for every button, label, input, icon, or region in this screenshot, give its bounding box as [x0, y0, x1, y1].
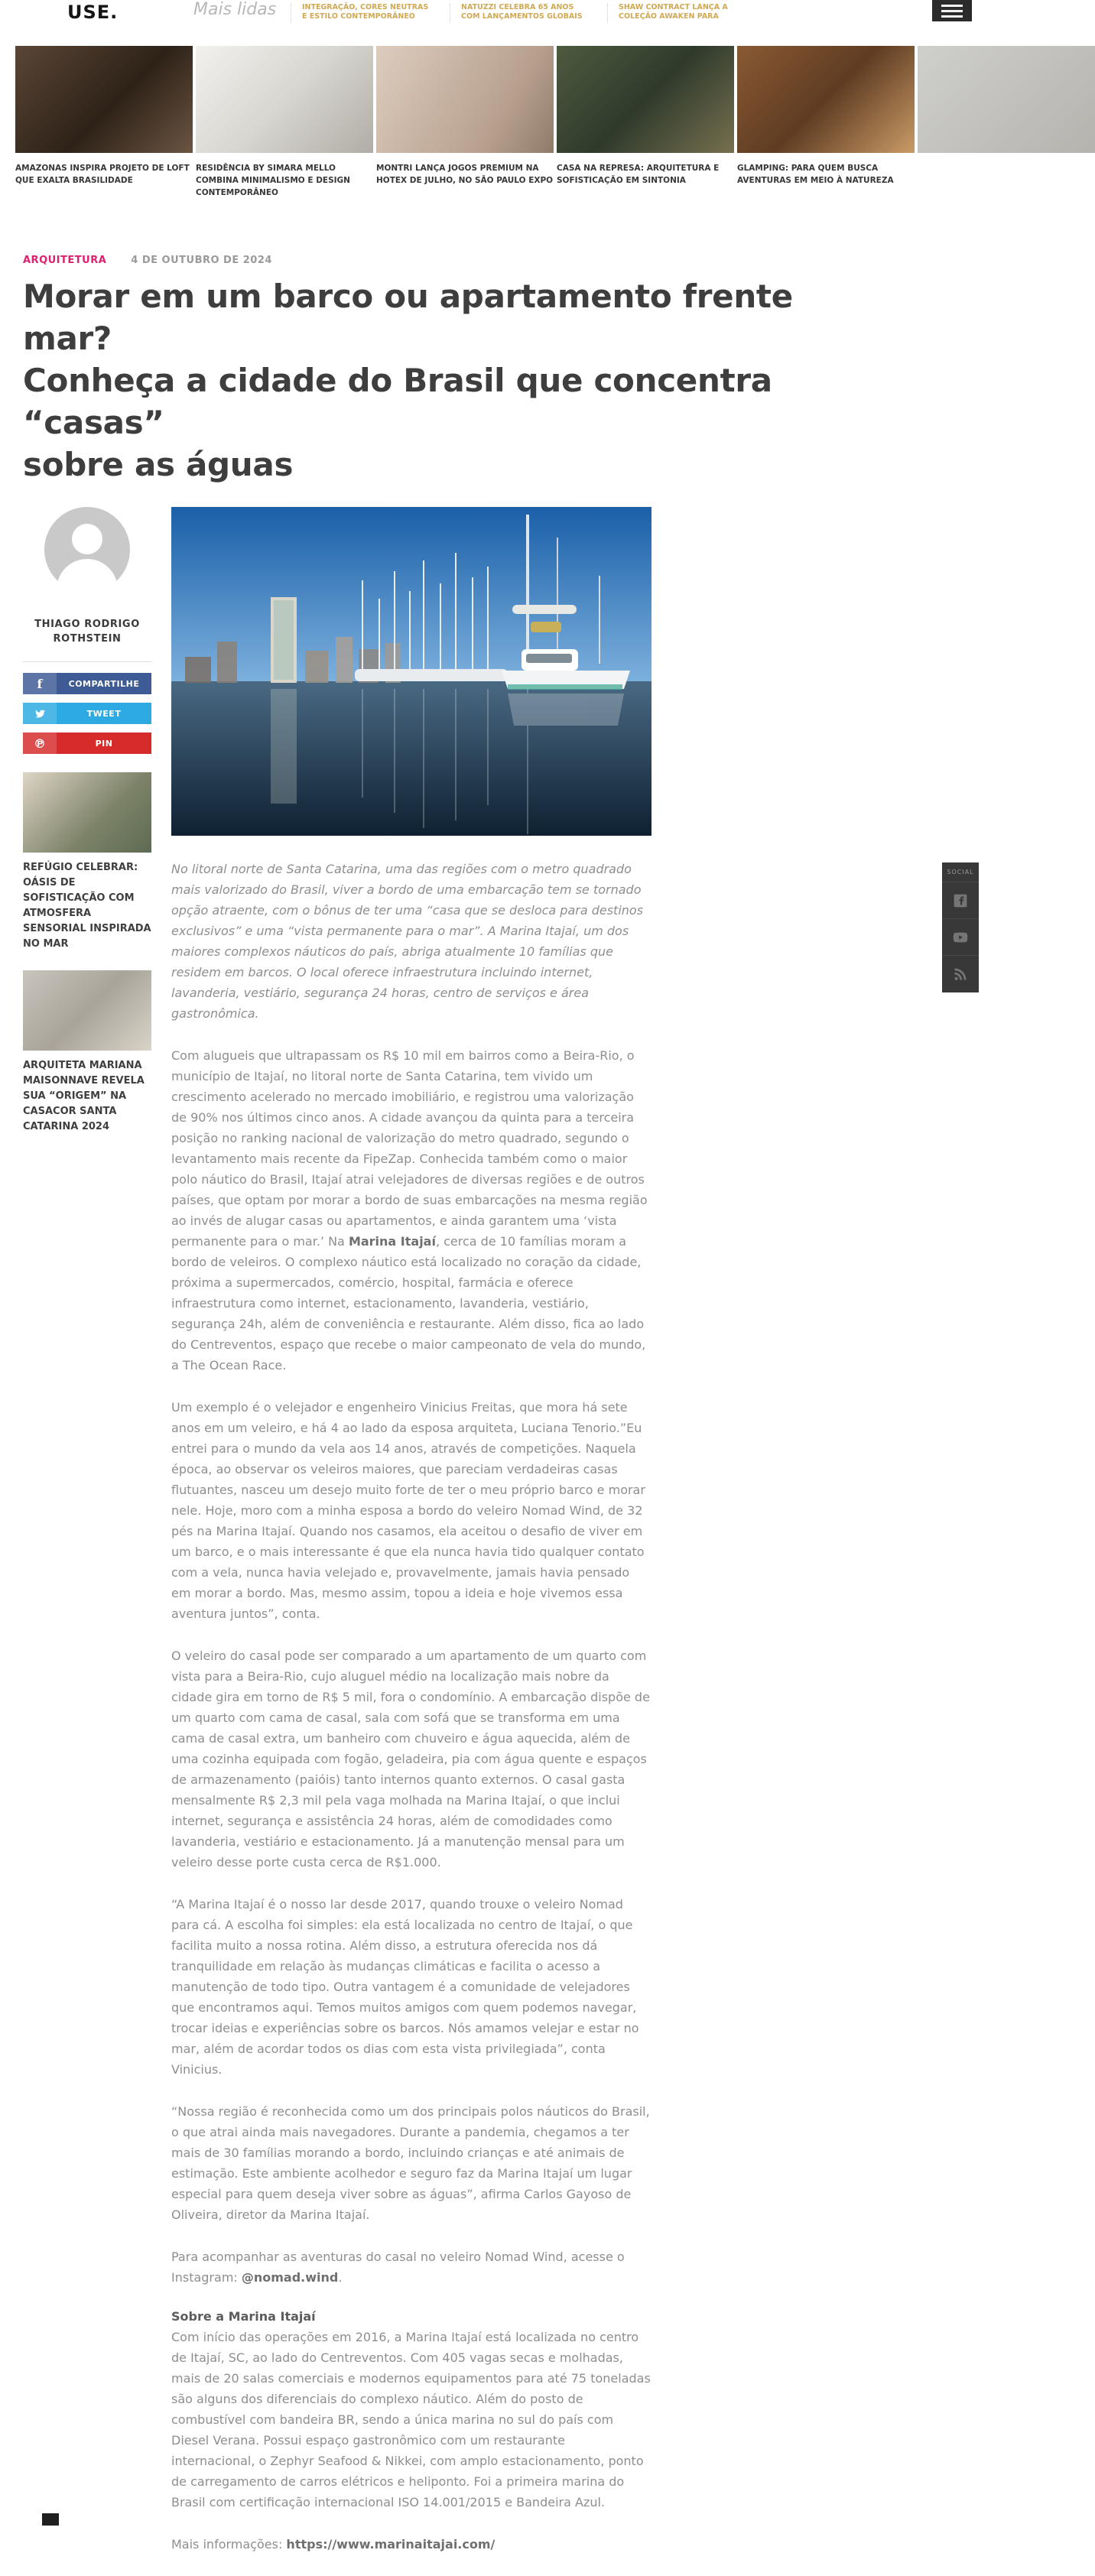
top-article-image — [737, 46, 915, 153]
title-line: sobre as águas — [23, 446, 294, 483]
category-link[interactable]: ARQUITETURA — [23, 255, 107, 266]
top-article-image — [376, 46, 554, 153]
page-title — [23, 275, 872, 486]
top-article-image — [15, 46, 193, 153]
share-twitter-button[interactable] — [23, 703, 151, 724]
top-article-title[interactable]: AMAZONAS INSPIRA PROJETO DE LOFT QUE EXALTA BRASILIDADE — [15, 164, 190, 185]
divider — [23, 661, 151, 662]
paragraph: Com alugueis que ultrapassam os R$ 10 mil em bairros como a Beira-Rio, o município de Itajaí, no litoral norte de Santa Catarina, tem vivido um crescimento acelerado no mercado imobiliário, e registrou uma valorização de 90% nos últimos cinco anos. A cidade avançou da quinta para a terceira posição no ranking nacional de valorização do metro quadrado, segundo o levantamento mais recente da FipeZap. Conhecida também como o maior polo náutico do Brasil, Itajaí atrai velejadores de diversas regiões e de outros países, que optam por morar a bordo de suas embarcações na mesma região ao invés de alugar casas ou apartamentos, e ainda garantem uma ‘vista permanente para o mar.’ Na Marina Itajaí, cerca de 10 famílias moram a bordo de veleiros. O complexo náutico está localizado no coração da cidade, próxima a supermercados, comércio, hospital, farmácia e oferece infraestrutura como internet, estacionamento, lavanderia, vestiário, segurança 24h, além de conveniência e restaurante. Além disso, fica ao lado do Centreventos, espaço que recebe o maior campeonato de vela do mundo, a The Ocean Race. — [171, 1048, 648, 1372]
share-label: TWEET — [86, 708, 122, 719]
social-rail-label: SOCIAL — [942, 862, 979, 882]
top-article-title[interactable]: RESIDÊNCIA BY SIMARA MELLO COMBINA MINIMALISMO E DESIGN CONTEMPORÂNEO — [196, 164, 350, 197]
top-bar — [0, 0, 979, 24]
trending-link-3[interactable]: SHAW CONTRACT LANÇA A COLEÇÃO AWAKEN PARA — [607, 3, 749, 23]
top-article-card[interactable] — [737, 46, 915, 199]
top-article-card[interactable] — [376, 46, 554, 199]
instagram-paragraph: Para acompanhar as aventuras do casal no veleiro Nomad Wind, acesse o Instagram: @nomad.wind. — [171, 2250, 625, 2285]
rss-icon[interactable] — [942, 956, 979, 992]
paragraph: “Nossa região é reconhecida como um dos principais polos náuticos do Brasil, o que atrai ainda mais navegadores. Durante a pandemia, chegamos a ter mais de 30 famílias morando a bordo, incluindo crianças e até animais de estimação. Este ambiente acolhedor e seguro faz da Marina Itajaí um lugar especial para quem deseja viver sobre as águas”, afirma Carlos Gayoso de Oliveira, diretor da Marina Itajaí. — [171, 2104, 650, 2222]
site-logo[interactable]: USE. — [67, 2, 119, 23]
menu-hamburger-icon[interactable] — [932, 0, 972, 21]
related-article-card[interactable] — [23, 970, 151, 1135]
article-body — [171, 507, 651, 2576]
related-article-card[interactable] — [23, 772, 151, 952]
related-article-title[interactable]: REFÚGIO CELEBRAR: OÁSIS DE SOFISTICAÇÃO COM ATMOSFERA SENSORIAL INSPIRADA NO MAR — [23, 862, 151, 950]
related-article-image — [23, 970, 151, 1051]
share-pinterest-button[interactable] — [23, 733, 151, 754]
about-paragraph: Com início das operações em 2016, a Marina Itajaí está localizada no centro de Itajaí, SC, ao lado do Centreventos. Com 405 vagas secas e molhadas, mais de 20 salas comerciais e modernos equipamentos para até 75 toneladas são alguns dos diferenciais do complexo náutico. Além do posto de combustível com bandeira BR, sendo a única marina no sul do país com Diesel Verana. Possui espaço gastronômico com um restaurante internacional, o Zephyr Seafood & Nikkei, com amplo estacionamento, ponto de carregamento de carros elétricos e heliponto. Foi a primeira marina do Brasil com certificação internacional ISO 14.001/2015 e Bandeira Azul. — [171, 2330, 651, 2509]
top-articles-strip — [15, 46, 1095, 199]
share-label: COMPARTILHE — [68, 678, 140, 689]
share-facebook-button[interactable] — [23, 673, 151, 694]
paragraph: Um exemplo é o velejador e engenheiro Vinicius Freitas, que mora há sete anos em um veleiro, e há 4 ao lado da esposa arquiteta, Luciana Tenorio.”Eu entrei para o mundo da vela aos 14 anos, através de competições. Naquela época, ao observar os veleiros maiores, que pareciam verdadeiras casas flutuantes, nasceu um desejo muito forte de ter o meu próprio barco e morar nele. Hoje, moro com a minha esposa a bordo do veleiro Nomad Wind, de 32 pés na Marina Itajaí. Quando nos casamos, ela aceitou o desafio de viver em um barco, e o mais interessante é que ela nunca havia tido qualquer contato com a vela, nunca havia velejado e, provavelmente, jamais havia pensado em morar a bordo. Mas, mesmo assim, topou a ideia e hoje vivemos essa aventura juntos”, conta. — [171, 1400, 645, 1621]
top-article-card[interactable] — [196, 46, 373, 199]
social-rail — [942, 862, 979, 992]
top-article-title[interactable]: MONTRI LANÇA JOGOS PREMIUM NA HOTEX DE JULHO, NO SÃO PAULO EXPO — [376, 164, 554, 185]
pinterest-icon: ℗ — [23, 733, 57, 754]
about-heading: Sobre a Marina Itajaí — [171, 2309, 316, 2324]
youtube-icon[interactable] — [942, 919, 979, 956]
top-article-title[interactable]: GLAMPING: PARA QUEM BUSCA AVENTURAS EM MEIO À NATUREZA — [737, 164, 894, 185]
trending-link-2[interactable]: NATUZZI CELEBRA 65 ANOS COM LANÇAMENTOS GLOBAIS — [450, 3, 592, 23]
twitter-icon — [23, 703, 57, 724]
trending-link-1[interactable]: INTEGRAÇÃO, CORES NEUTRAS E ESTILO CONTEMPORÂNEO — [291, 3, 433, 23]
lead-paragraph: No litoral norte de Santa Catarina, uma das regiões com o metro quadrado mais valorizado do Brasil, viver a bordo de uma embarcação tem se tornado opção atraente, com o bônus de ter uma “casa que se desloca para destinos exclusivos” e uma “vista permanente para o mar”. A Marina Itajaí, um dos maiores complexos náuticos do país, abriga atualmente 10 famílias que residem em barcos. O local oferece infraestrutura incluindo internet, lavanderia, vestiário, segurança 24 horas, centro de serviços e área gastronômica. — [171, 862, 644, 1021]
author-avatar — [44, 507, 130, 593]
article-text — [171, 859, 651, 2555]
hero-marina-photo — [171, 507, 651, 836]
top-article-image — [918, 46, 1095, 153]
top-article-title[interactable]: CASA NA REPRESA: ARQUITETURA E SOFISTICAÇÃO EM SINTONIA — [557, 164, 720, 185]
title-line: Morar em um barco ou apartamento frente mar? — [23, 278, 793, 357]
paragraph: “A Marina Itajaí é o nosso lar desde 2017, quando trouxe o veleiro Nomad para cá. A escolha foi simples: ela está localizada no centro de Itajaí, o que facilita muito a nossa rotina. Além disso, a estrutura oferecida nos dá tranquilidade em relação às mudanças climáticas e facilita o acesso a manutenção de todo tipo. Outra vantagem é a comunidade de velejadores que encontramos aqui. Temos muitos amigos com quem podemos navegar, trocar ideias e experiências sobre os barcos. Nós amamos velejar e estar no mar, além de acordar todos os dias com esta vista privilegiada”, conta Vinicius. — [171, 1897, 639, 2077]
content-row — [0, 507, 979, 2576]
publish-date: 4 DE OUTUBRO DE 2024 — [131, 255, 272, 266]
top-article-card[interactable] — [15, 46, 193, 199]
title-line: Conheça a cidade do Brasil que concentra “casas” — [23, 362, 772, 441]
facebook-icon: f — [23, 673, 57, 694]
author-name: THIAGO RODRIGO ROTHSTEIN — [34, 619, 140, 645]
floating-button-partial[interactable] — [42, 2513, 59, 2526]
top-article-card-clipped[interactable] — [918, 46, 1095, 199]
related-article-title[interactable]: ARQUITETA MARIANA MAISONNAVE REVELA SUA “ORIGEM” NA CASACOR SANTA CATARINA 2024 — [23, 1060, 145, 1132]
facebook-icon[interactable] — [942, 882, 979, 919]
more-info-line[interactable]: Mais informações: https://www.marinaitajai.com/ — [171, 2537, 496, 2552]
top-article-image — [557, 46, 734, 153]
paragraph: O veleiro do casal pode ser comparado a um apartamento de um quarto com vista para a Beira-Rio, cujo aluguel médio na localização mais nobre da cidade gira em torno de R$ 5 mil, fora o condomínio. A embarcação dispõe de um quarto com cama de casal, sala com sofá que se transforma em uma cama de casal extra, um banheiro com chuveiro e água aquecida, além de uma cozinha equipada com fogão, geladeira, pia com água quente e espaços de armazenamento (paióis) tanto internos quanto externos. O casal gasta mensalmente R$ 2,3 mil pela vaga molhada na Marina Itajaí, o que inclui internet, segurança e assistência 24 horas, além de comodidades como lavanderia, vestiário e estacionamento. Já a manutenção mensal para um veleiro desse porte custa cerca de R$1.000. — [171, 1649, 650, 1869]
sidebar — [23, 507, 151, 2576]
top-article-card[interactable] — [557, 46, 734, 199]
related-article-image — [23, 772, 151, 853]
mais-lidas-label: Mais lidas — [193, 0, 277, 19]
share-label: PIN — [95, 738, 113, 749]
top-article-image — [196, 46, 373, 153]
